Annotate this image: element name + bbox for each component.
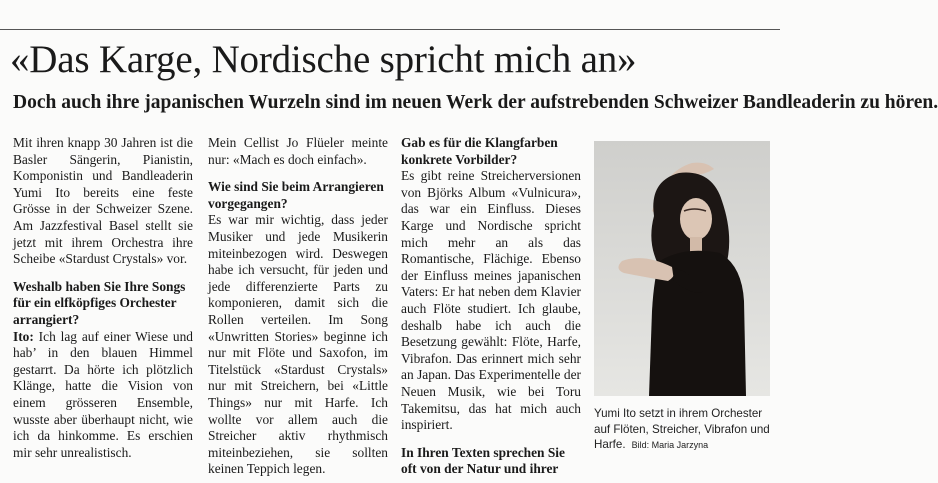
answer-text: Ich lag auf einer Wiese und hab’ in den blauen Himmel gestarrt. Da hörte ich plötzlich Klänge, hatte die Vision von einem grösseren Ensemble, wusste aber überhaupt nicht, wie ich da hinkomme. Es erschien mir sehr unrealistisch.: [13, 328, 193, 460]
intro-paragraph: Mit ihren knapp 30 Jahren ist die Basler Sängerin, Pianistin, Komponistin und Bandleaderin Yumi Ito bereits eine feste Grösse in der Schweizer Szene. Am Jazzfestival Basel stellt sie jetzt mit ihrem Orchestra ihre Scheibe «Stardust Crystals» vor.: [13, 135, 193, 267]
interview-question: Wie sind Sie beim Arrangieren vorgegangen?: [208, 179, 384, 211]
article-column-2: [208, 135, 388, 478]
portrait-photo: [594, 141, 770, 396]
article-column-1: [13, 135, 193, 461]
interview-question: Weshalb haben Sie Ihre Songs für ein elfköpfiges Orchester arrangiert?: [13, 278, 186, 327]
interview-answer: Es gibt reine Streicherversionen von Björks Album «Vulnicura», das war ein Einfluss. Dieses Karge und Nordische spricht mich mehr an als das Romantische, Flächige. Ebenso der Einfluss meines japanischen Vaters: Er hat neben dem Klavier auch Flöte studiert. Ich glaube, deshalb habe ich auch die Besetzung gewählt: Flöte, Harfe, Vibrafon. Das erinnert mich sehr an Japan. Das Experimentelle der Neuen Musik, wie bei Toru Takemitsu, das hat mich auch inspiriert.: [401, 168, 581, 433]
answer-continuation: Mein Cellist Jo Flüeler meinte nur: «Mach es doch einfach».: [208, 135, 388, 167]
photo-credit: Bild: Maria Jarzyna: [631, 440, 709, 450]
subheadline: Doch auch ihre japanischen Wurzeln sind im neuen Werk der aufstrebenden Schweizer Bandleaderin zu hören.: [13, 92, 938, 113]
photo-caption: [594, 406, 776, 454]
article-column-3: [401, 135, 581, 478]
portrait-illustration: [594, 141, 770, 396]
interview-answer: [13, 329, 193, 462]
interview-answer: Es war mir wichtig, dass jeder Musiker und jede Musikerin miteinbezogen wird. Deswegen habe ich versucht, für jeden und jede differenzierte Parts zu komponieren, damit sich die Rollen verteilen. Im Song «Unwritten Stories» beginne ich nur mit Flöte und Saxofon, im Titelstück «Stardust Crystals» nur mit Streichern, bei «Little Things» nur mit Harfe. Ich wollte vor allem auch die Streicher aktiv rhythmisch miteinbeziehen, sie sollten keinen Teppich legen.: [208, 212, 388, 477]
headline: «Das Karge, Nordische spricht mich an»: [10, 38, 637, 81]
interview-question: Gab es für die Klangfarben konkrete Vorbilder?: [401, 135, 558, 167]
interview-question: In Ihren Texten sprechen Sie oft von der Natur und ihrer: [401, 444, 565, 477]
speaker-label: Ito:: [13, 328, 34, 344]
caption-text: Yumi Ito setzt in ihrem Orchester auf Flöten, Streicher, Vibrafon und Harfe.: [594, 407, 770, 451]
top-rule: [0, 29, 780, 30]
